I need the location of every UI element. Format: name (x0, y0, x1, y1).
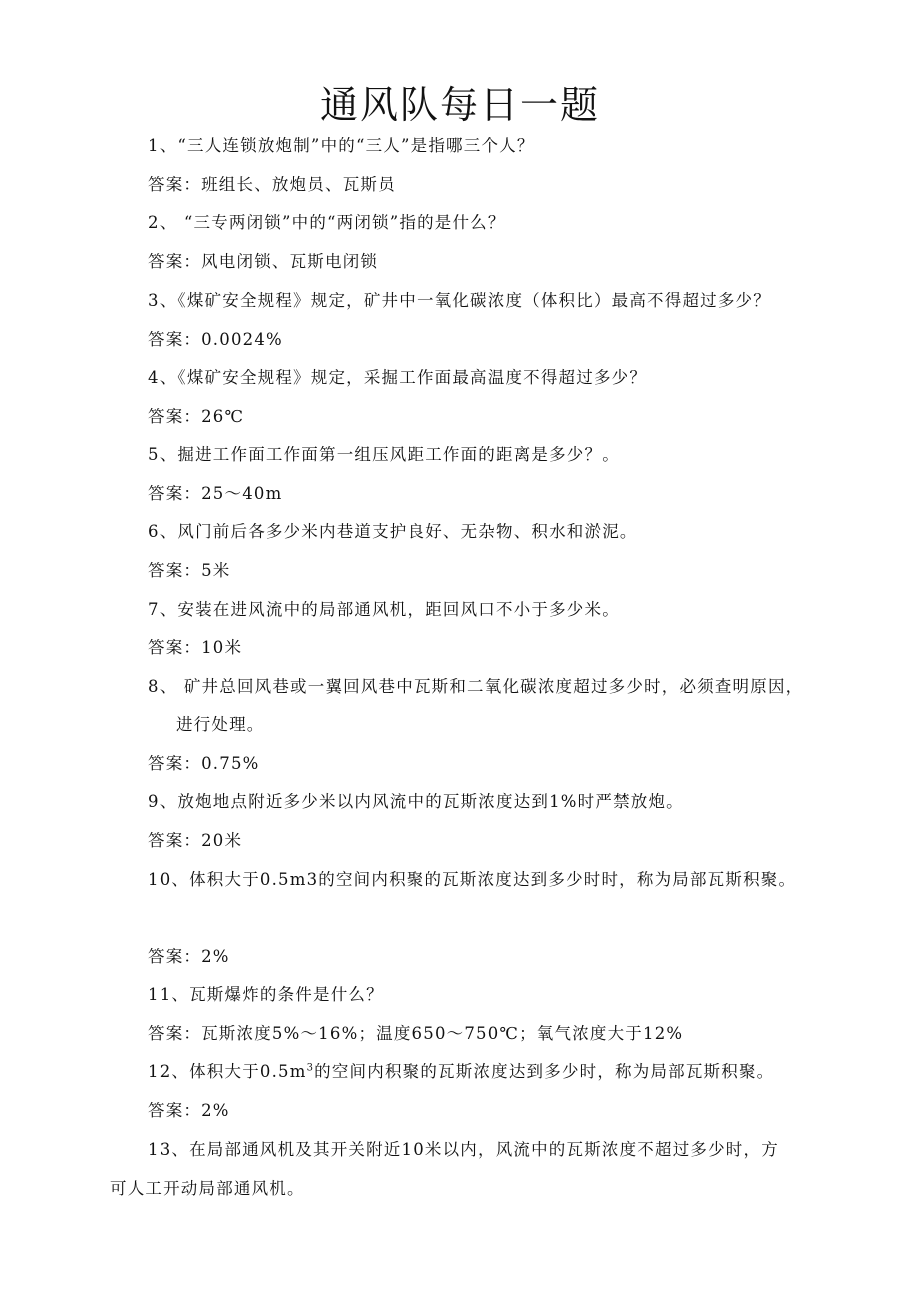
question-2: 2、 “三专两闭锁”中的“两闭锁”指的是什么？ (148, 213, 506, 232)
question-13: 13、在局部通风机及其开关附近10米以内，风流中的瓦斯浓度不超过多少时，方 (148, 1140, 779, 1159)
answer-7: 答案：10米 (148, 638, 243, 657)
question-3: 3、《煤矿安全规程》规定，矿井中一氧化碳浓度（体积比）最高不得超过多少？ (148, 291, 771, 310)
question-13-continued: 可人工开动局部通风机。 (110, 1179, 305, 1198)
answer-11: 答案：瓦斯浓度5%～16%；温度650～750℃；氧气浓度大于12% (148, 1024, 684, 1043)
question-4: 4、《煤矿安全规程》规定，采掘工作面最高温度不得超过多少？ (148, 368, 648, 387)
question-12-text-before: 12、体积大于0.5m (148, 1062, 307, 1081)
question-1: 1、“三人连锁放炮制”中的“三人”是指哪三个人？ (148, 136, 535, 155)
question-12-text-after: 的空间内积聚的瓦斯浓度达到多少时，称为局部瓦斯积聚。 (314, 1062, 775, 1081)
answer-9: 答案：20米 (148, 831, 243, 850)
question-5: 5、掘进工作面工作面第一组压风距工作面的距离是多少？。 (148, 445, 620, 464)
answer-3: 答案：0.0024% (148, 330, 283, 349)
question-7: 7、安装在进风流中的局部通风机，距回风口不小于多少米。 (148, 600, 620, 619)
answer-10: 答案：2% (148, 947, 230, 966)
question-8-continued: 进行处理。 (176, 715, 265, 734)
answer-5: 答案：25～40m (148, 484, 283, 503)
question-6: 6、风门前后各多少米内巷道支护良好、无杂物、积水和淤泥。 (148, 522, 638, 541)
answer-1: 答案：班组长、放炮员、瓦斯员 (148, 175, 396, 194)
answer-8: 答案：0.75% (148, 754, 260, 773)
question-11: 11、瓦斯爆炸的条件是什么？ (148, 985, 384, 1004)
question-8: 8、 矿井总回风巷或一翼回风巷中瓦斯和二氧化碳浓度超过多少时，必须查明原因， (148, 677, 804, 696)
question-9: 9、放炮地点附近多少米以内风流中的瓦斯浓度达到1%时严禁放炮。 (148, 792, 684, 811)
answer-12: 答案：2% (148, 1101, 230, 1120)
answer-2: 答案：风电闭锁、瓦斯电闭锁 (148, 252, 379, 271)
answer-4: 答案：26℃ (148, 407, 245, 426)
answer-6: 答案：5米 (148, 561, 231, 580)
document-title: 通风队每日一题 (319, 83, 600, 127)
question-12 (148, 1061, 774, 1083)
question-10: 10、体积大于0.5m3的空间内积聚的瓦斯浓度达到多少时时，称为局部瓦斯积聚。 (148, 870, 797, 889)
question-12-superscript: 3 (306, 1062, 315, 1074)
